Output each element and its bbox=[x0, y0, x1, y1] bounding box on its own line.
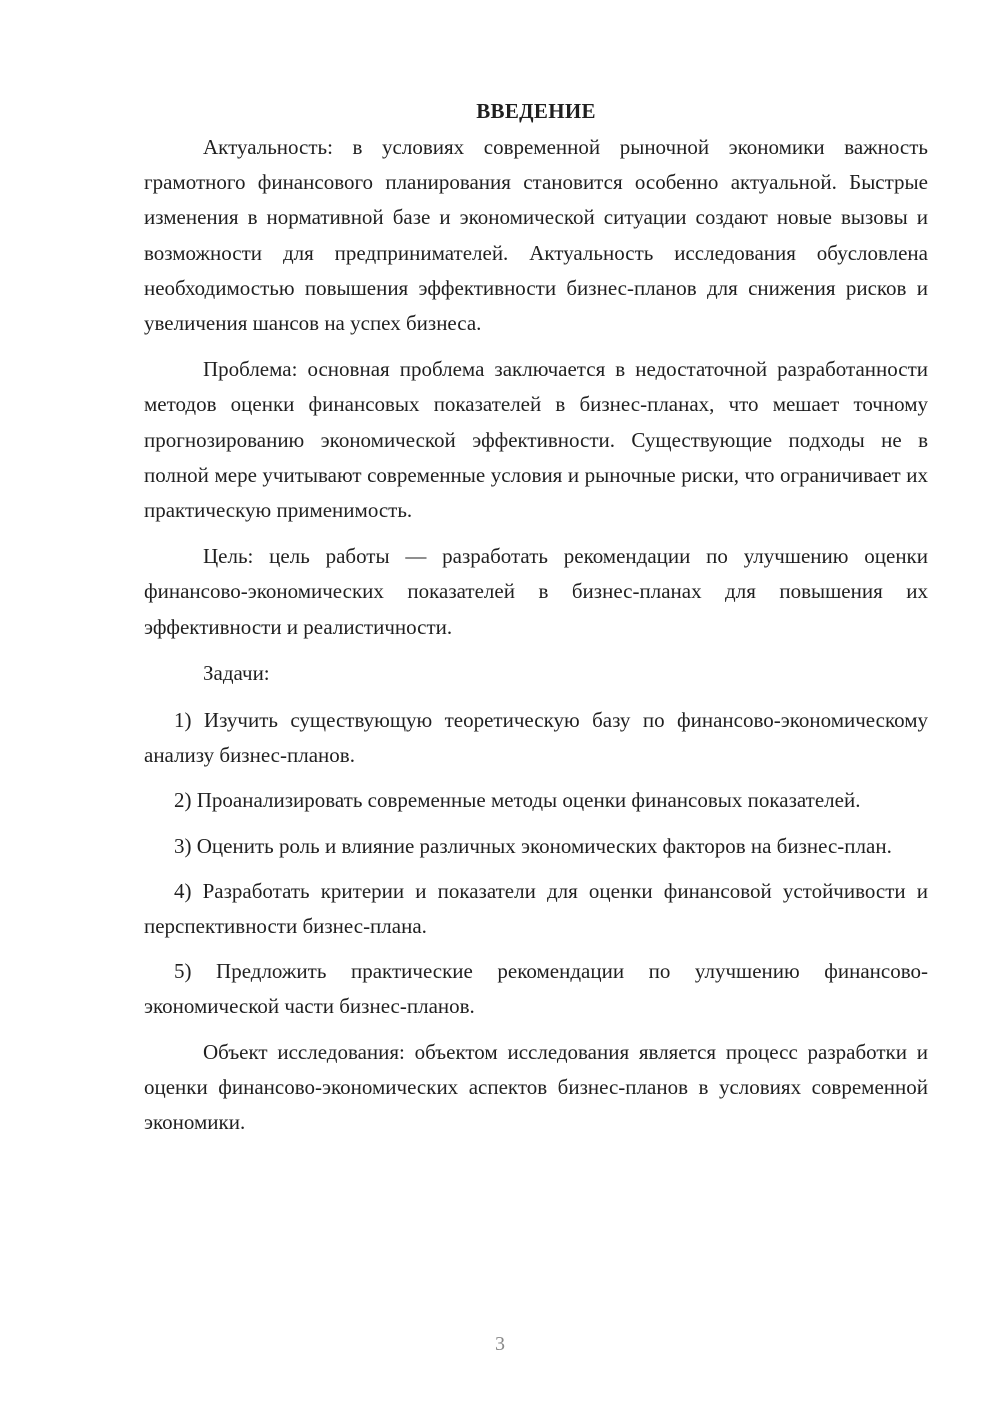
goal-paragraph: Цель: цель работы — разработать рекомендации по улучшению оценки финансово-экономических показателей в бизнес-планах для повышения их эффективности и реалистичности. bbox=[144, 544, 928, 639]
page-number: 3 bbox=[495, 1333, 505, 1355]
list-item: 5) Предложить практические рекомендации по улучшению финансово-экономической части бизнес-планов. bbox=[144, 959, 928, 1019]
problem-paragraph: Проблема: основная проблема заключается в недостаточной разработанности методов оценки финансовых показателей в бизнес-планах, что мешает точному прогнозированию экономической эффективности. Существующие подходы не в полной мере учитывают современные условия и рыночные риски, что ограничивает их практическую применимость. bbox=[144, 357, 928, 523]
section-heading: ВВЕДЕНИЕ bbox=[476, 99, 596, 123]
list-item: 1) Изучить существующую теоретическую базу по финансово-экономическому анализу бизнес-планов. bbox=[144, 708, 928, 768]
object-paragraph: Объект исследования: объектом исследования является процесс разработки и оценки финансово-экономических аспектов бизнес-планов в условиях современной экономики. bbox=[144, 1039, 928, 1135]
list-item: 3) Оценить роль и влияние различных экономических факторов на бизнес-план. bbox=[174, 833, 892, 858]
tasks-list bbox=[144, 703, 928, 1025]
list-item: 4) Разработать критерии и показатели для оценки финансовой устойчивости и перспективности бизнес-плана. bbox=[144, 878, 928, 939]
list-item: 2) Проанализировать современные методы оценки финансовых показателей. bbox=[174, 788, 861, 813]
document-page bbox=[144, 96, 928, 1151]
relevance-paragraph: Актуальность: в условиях современной рыночной экономики важность грамотного финансового планирования становится особенно актуальной. Быстрые изменения в нормативной базе и экономической ситуации создают новые вызовы и возможности для предпринимателей. Актуальность исследования обусловлена необходимостью повышения эффективности бизнес-планов для снижения рисков и увеличения шансов на успех бизнеса. bbox=[144, 135, 928, 336]
tasks-label: Задачи: bbox=[203, 660, 270, 685]
